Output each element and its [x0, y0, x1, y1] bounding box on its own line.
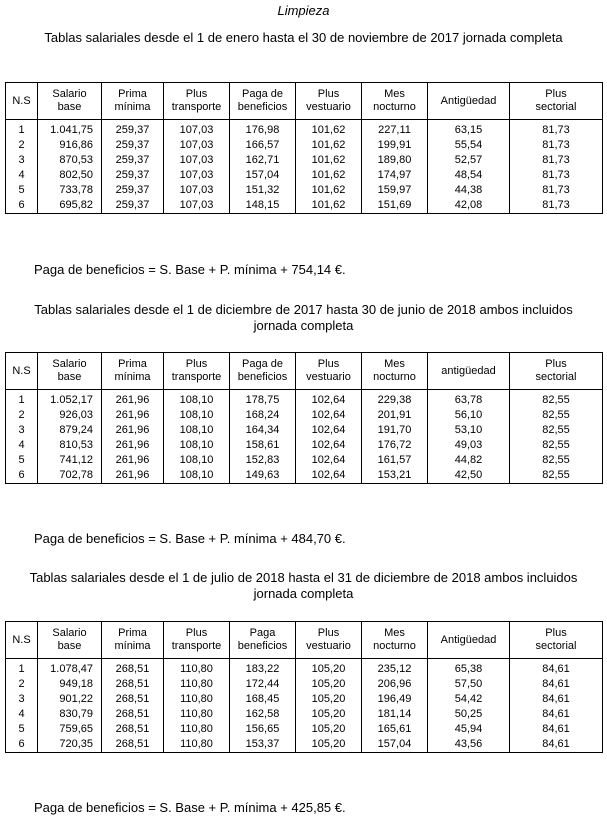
- table-cell: 81,73: [510, 168, 603, 183]
- table-cell: 166,57: [230, 138, 296, 153]
- column-header: Plus transporte: [164, 353, 230, 390]
- column-header: Plus sectorial: [510, 83, 603, 120]
- table-cell: 153,37: [230, 737, 296, 753]
- table-cell: 43,56: [428, 737, 510, 753]
- table-cell: 199,91: [362, 138, 428, 153]
- table-cell: 268,51: [102, 692, 164, 707]
- table-cell: 172,44: [230, 677, 296, 692]
- level-cell: 4: [6, 438, 38, 453]
- table-cell: 52,57: [428, 153, 510, 168]
- table-cell: 48,54: [428, 168, 510, 183]
- table-cell: 63,78: [428, 390, 510, 409]
- table-cell: 268,51: [102, 677, 164, 692]
- table-cell: 108,10: [164, 468, 230, 484]
- table-cell: 156,65: [230, 722, 296, 737]
- table-cell: 189,80: [362, 153, 428, 168]
- table-cell: 162,71: [230, 153, 296, 168]
- table-cell: 105,20: [296, 737, 362, 753]
- table-cell: 82,55: [510, 438, 603, 453]
- table-row: [6, 722, 603, 737]
- table-cell: 810,53: [38, 438, 102, 453]
- table-row: [6, 468, 603, 484]
- table-cell: 949,18: [38, 677, 102, 692]
- table-cell: 152,83: [230, 453, 296, 468]
- level-cell: 5: [6, 722, 38, 737]
- table-row: [6, 707, 603, 722]
- table-cell: 44,38: [428, 183, 510, 198]
- table-row: [6, 453, 603, 468]
- table-cell: 741,12: [38, 453, 102, 468]
- table-cell: 110,80: [164, 677, 230, 692]
- table-row: [6, 138, 603, 153]
- table-cell: 830,79: [38, 707, 102, 722]
- table-cell: 261,96: [102, 390, 164, 409]
- column-header: Mes nocturno: [362, 83, 428, 120]
- table-cell: 81,73: [510, 198, 603, 214]
- table-cell: 42,08: [428, 198, 510, 214]
- level-cell: 4: [6, 707, 38, 722]
- table-cell: 102,64: [296, 408, 362, 423]
- table-cell: 161,57: [362, 453, 428, 468]
- level-cell: 1: [6, 390, 38, 409]
- table-cell: 105,20: [296, 707, 362, 722]
- column-header: Prima mínima: [102, 353, 164, 390]
- column-header: Plus transporte: [164, 83, 230, 120]
- level-cell: 2: [6, 677, 38, 692]
- table-cell: 259,37: [102, 153, 164, 168]
- table-cell: 55,54: [428, 138, 510, 153]
- table-cell: 54,42: [428, 692, 510, 707]
- table-cell: 157,04: [230, 168, 296, 183]
- table-cell: 159,97: [362, 183, 428, 198]
- column-header: Mes nocturno: [362, 353, 428, 390]
- table-cell: 110,80: [164, 659, 230, 678]
- table-row: [6, 438, 603, 453]
- table-cell: 268,51: [102, 737, 164, 753]
- table-cell: 82,55: [510, 408, 603, 423]
- table-cell: 102,64: [296, 438, 362, 453]
- table-cell: 101,62: [296, 183, 362, 198]
- table-cell: 1.052,17: [38, 390, 102, 409]
- table-cell: 174,97: [362, 168, 428, 183]
- table-cell: 879,24: [38, 423, 102, 438]
- table-cell: 259,37: [102, 168, 164, 183]
- table-cell: 164,34: [230, 423, 296, 438]
- column-header: Plus vestuario: [296, 83, 362, 120]
- table-cell: 84,61: [510, 707, 603, 722]
- table-cell: 259,37: [102, 198, 164, 214]
- table-row: [6, 183, 603, 198]
- benefits-formula: Paga de beneficios = S. Base + P. mínima + 425,85 €.: [34, 800, 346, 815]
- table-cell: 149,63: [230, 468, 296, 484]
- table-cell: 702,78: [38, 468, 102, 484]
- table-cell: 101,62: [296, 138, 362, 153]
- table-cell: 84,61: [510, 737, 603, 753]
- column-header: Salario base: [38, 622, 102, 659]
- document-heading: Limpieza: [277, 3, 330, 18]
- table-cell: 176,98: [230, 120, 296, 139]
- benefits-formula: Paga de beneficios = S. Base + P. mínima + 754,14 €.: [34, 262, 346, 277]
- column-header: Antigüedad: [428, 622, 510, 659]
- benefits-formula: Paga de beneficios = S. Base + P. mínima + 484,70 €.: [34, 531, 346, 546]
- table-cell: 81,73: [510, 120, 603, 139]
- table-cell: 82,55: [510, 453, 603, 468]
- table-row: [6, 423, 603, 438]
- table-cell: 107,03: [164, 153, 230, 168]
- table-cell: 802,50: [38, 168, 102, 183]
- table-cell: 268,51: [102, 659, 164, 678]
- table-cell: 206,96: [362, 677, 428, 692]
- salary-table-2017-2018: [5, 352, 603, 484]
- table-cell: 107,03: [164, 183, 230, 198]
- table-cell: 105,20: [296, 659, 362, 678]
- table-cell: 165,61: [362, 722, 428, 737]
- table-cell: 695,82: [38, 198, 102, 214]
- level-cell: 5: [6, 453, 38, 468]
- table-cell: 178,75: [230, 390, 296, 409]
- table-cell: 151,69: [362, 198, 428, 214]
- table-cell: 63,15: [428, 120, 510, 139]
- table-cell: 196,49: [362, 692, 428, 707]
- table-cell: 101,62: [296, 120, 362, 139]
- table-cell: 926,03: [38, 408, 102, 423]
- level-cell: 4: [6, 168, 38, 183]
- table-row: [6, 677, 603, 692]
- column-header: N.S: [6, 83, 38, 120]
- table-cell: 108,10: [164, 438, 230, 453]
- table-cell: 107,03: [164, 138, 230, 153]
- table-cell: 84,61: [510, 722, 603, 737]
- table-cell: 733,78: [38, 183, 102, 198]
- table-row: [6, 408, 603, 423]
- table-cell: 101,62: [296, 153, 362, 168]
- level-cell: 1: [6, 659, 38, 678]
- table-cell: 107,03: [164, 168, 230, 183]
- level-cell: 2: [6, 408, 38, 423]
- table-cell: 82,55: [510, 390, 603, 409]
- level-cell: 6: [6, 198, 38, 214]
- table-cell: 151,32: [230, 183, 296, 198]
- table-cell: 261,96: [102, 408, 164, 423]
- table-cell: 268,51: [102, 722, 164, 737]
- table-cell: 162,58: [230, 707, 296, 722]
- level-cell: 1: [6, 120, 38, 139]
- table-cell: 50,25: [428, 707, 510, 722]
- table-cell: 261,96: [102, 468, 164, 484]
- column-header: Prima mínima: [102, 83, 164, 120]
- table-cell: 235,12: [362, 659, 428, 678]
- section-title: Tablas salariales desde el 1 de diciembre de 2017 hasta 30 de junio de 2018 ambos incluidos jornada completa: [34, 302, 573, 333]
- table-cell: 101,62: [296, 198, 362, 214]
- table-cell: 261,96: [102, 438, 164, 453]
- salary-table-2018: [5, 621, 603, 753]
- column-header: Paga de beneficios: [230, 353, 296, 390]
- table-cell: 259,37: [102, 138, 164, 153]
- table-cell: 183,22: [230, 659, 296, 678]
- table-row: [6, 198, 603, 214]
- table-cell: 168,45: [230, 692, 296, 707]
- table-cell: 57,50: [428, 677, 510, 692]
- table-cell: 56,10: [428, 408, 510, 423]
- table-cell: 268,51: [102, 707, 164, 722]
- table-cell: 916,86: [38, 138, 102, 153]
- table-cell: 102,64: [296, 423, 362, 438]
- table-cell: 1.041,75: [38, 120, 102, 139]
- level-cell: 3: [6, 423, 38, 438]
- table-cell: 102,64: [296, 390, 362, 409]
- table-cell: 108,10: [164, 423, 230, 438]
- column-header: Mes nocturno: [362, 622, 428, 659]
- table-cell: 53,10: [428, 423, 510, 438]
- column-header: N.S: [6, 622, 38, 659]
- table-cell: 148,15: [230, 198, 296, 214]
- table-cell: 108,10: [164, 390, 230, 409]
- column-header: Paga de beneficios: [230, 83, 296, 120]
- table-cell: 191,70: [362, 423, 428, 438]
- table-cell: 158,61: [230, 438, 296, 453]
- table-cell: 110,80: [164, 707, 230, 722]
- table-cell: 84,61: [510, 692, 603, 707]
- table-cell: 110,80: [164, 692, 230, 707]
- column-header: antigüedad: [428, 353, 510, 390]
- column-header: Plus transporte: [164, 622, 230, 659]
- table-row: [6, 659, 603, 678]
- column-header: Plus sectorial: [510, 353, 603, 390]
- table-row: [6, 737, 603, 753]
- table-cell: 105,20: [296, 722, 362, 737]
- table-cell: 181,14: [362, 707, 428, 722]
- table-cell: 110,80: [164, 737, 230, 753]
- table-cell: 1.078,47: [38, 659, 102, 678]
- table-cell: 176,72: [362, 438, 428, 453]
- table-cell: 259,37: [102, 183, 164, 198]
- level-cell: 3: [6, 692, 38, 707]
- column-header: Salario base: [38, 83, 102, 120]
- table-row: [6, 692, 603, 707]
- table-cell: 201,91: [362, 408, 428, 423]
- table-cell: 84,61: [510, 659, 603, 678]
- table-cell: 107,03: [164, 120, 230, 139]
- table-cell: 105,20: [296, 692, 362, 707]
- table-cell: 44,82: [428, 453, 510, 468]
- table-cell: 259,37: [102, 120, 164, 139]
- table-cell: 261,96: [102, 453, 164, 468]
- table-cell: 81,73: [510, 153, 603, 168]
- table-cell: 82,55: [510, 423, 603, 438]
- table-cell: 82,55: [510, 468, 603, 484]
- table-cell: 81,73: [510, 138, 603, 153]
- table-row: [6, 168, 603, 183]
- table-cell: 81,73: [510, 183, 603, 198]
- column-header: Prima mínima: [102, 622, 164, 659]
- column-header: Plus vestuario: [296, 622, 362, 659]
- table-cell: 227,11: [362, 120, 428, 139]
- level-cell: 6: [6, 468, 38, 484]
- table-row: [6, 120, 603, 139]
- table-cell: 261,96: [102, 423, 164, 438]
- level-cell: 6: [6, 737, 38, 753]
- table-cell: 157,04: [362, 737, 428, 753]
- column-header: Antigüedad: [428, 83, 510, 120]
- table-row: [6, 153, 603, 168]
- table-cell: 65,38: [428, 659, 510, 678]
- table-cell: 870,53: [38, 153, 102, 168]
- table-cell: 105,20: [296, 677, 362, 692]
- table-row: [6, 390, 603, 409]
- table-cell: 45,94: [428, 722, 510, 737]
- salary-table-2017: [5, 82, 603, 214]
- table-cell: 153,21: [362, 468, 428, 484]
- table-cell: 107,03: [164, 198, 230, 214]
- column-header: Paga beneficios: [230, 622, 296, 659]
- table-cell: 42,50: [428, 468, 510, 484]
- column-header: Salario base: [38, 353, 102, 390]
- table-cell: 229,38: [362, 390, 428, 409]
- table-cell: 49,03: [428, 438, 510, 453]
- table-cell: 101,62: [296, 168, 362, 183]
- column-header: Plus sectorial: [510, 622, 603, 659]
- section-title: Tablas salariales desde el 1 de enero hasta el 30 de noviembre de 2017 jornada completa: [44, 30, 563, 45]
- section-title: Tablas salariales desde el 1 de julio de 2018 hasta el 31 de diciembre de 2018 ambos incluidos jornada completa: [29, 570, 578, 601]
- level-cell: 2: [6, 138, 38, 153]
- level-cell: 3: [6, 153, 38, 168]
- table-cell: 84,61: [510, 677, 603, 692]
- table-cell: 102,64: [296, 468, 362, 484]
- table-cell: 102,64: [296, 453, 362, 468]
- level-cell: 5: [6, 183, 38, 198]
- table-cell: 759,65: [38, 722, 102, 737]
- table-cell: 168,24: [230, 408, 296, 423]
- column-header: N.S: [6, 353, 38, 390]
- table-cell: 901,22: [38, 692, 102, 707]
- table-cell: 108,10: [164, 408, 230, 423]
- column-header: Plus vestuario: [296, 353, 362, 390]
- table-cell: 108,10: [164, 453, 230, 468]
- table-cell: 720,35: [38, 737, 102, 753]
- table-cell: 110,80: [164, 722, 230, 737]
